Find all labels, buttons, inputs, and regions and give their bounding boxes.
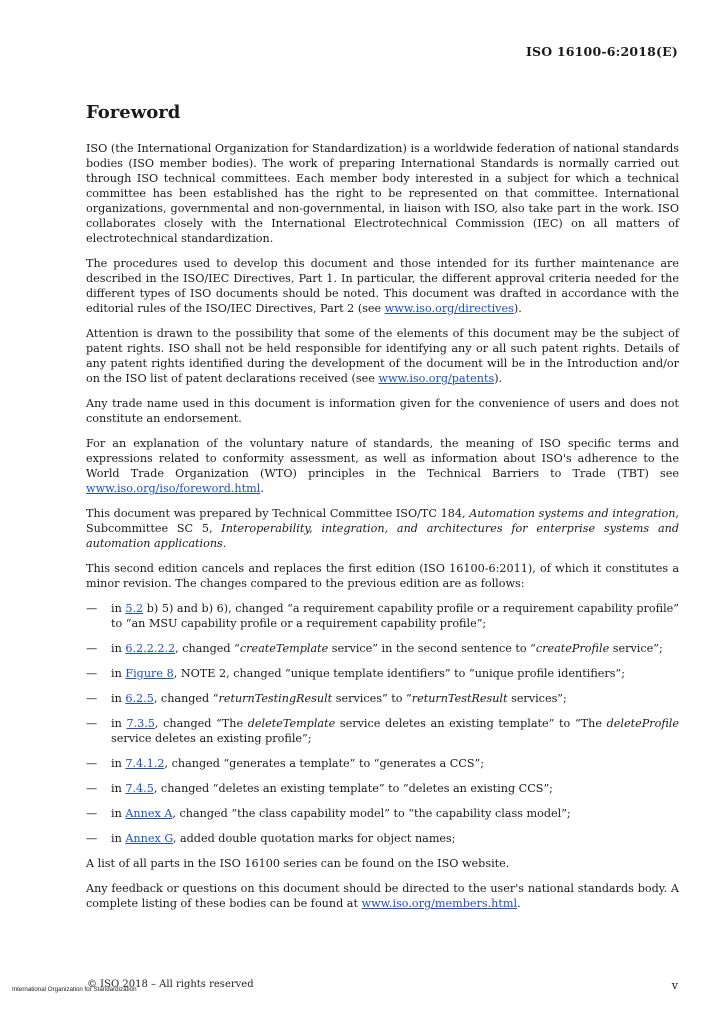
paragraph-series-list: A list of all parts in the ISO 16100 series can be found on the ISO website.: [86, 857, 510, 870]
list-item: — in Annex A, changed “the class capability model” to “the capability class model”;: [86, 807, 571, 820]
link-clause-7-4-1-2[interactable]: 7.4.1.2: [125, 757, 165, 770]
link-patents[interactable]: www.iso.org/patents: [378, 372, 495, 385]
list-item: — in 5.2 b) 5) and b) 6), changed “a requirement capability profile or a requirement capability profile” to “an MSU capability profile or a requirement capability profile”;: [86, 602, 680, 630]
list-item: — in 6.2.2.2.2, changed “createTemplate service” in the second sentence to “createProfile service”;: [86, 642, 663, 655]
paragraph-procedures: The procedures used to develop this document and those intended for its further maintenance are described in the ISO/IEC Directives, Part 1. In particular, the different approval criteria needed for the different types of ISO documents should be noted. This document was drafted in accordance with the editorial rules of the ISO/IEC Directives, Part 2 (see www.iso.org/directives).: [86, 257, 679, 315]
link-figure-8[interactable]: Figure 8: [125, 667, 174, 680]
list-item: — in Figure 8, NOTE 2, changed “unique template identifiers” to “unique profile identifiers”;: [86, 667, 625, 680]
link-clause-6-2-5[interactable]: 6.2.5: [125, 692, 154, 705]
list-item: — in 7.3.5, changed “The deleteTemplate service deletes an existing template” to “The deleteProfile service deletes an existing profile”;: [86, 717, 679, 745]
paragraph-trade-name: Any trade name used in this document is information given for the convenience of users and does not constitute an endorsement.: [86, 397, 679, 425]
page-title: Foreword: [86, 102, 181, 123]
paragraph-patents: Attention is drawn to the possibility that some of the elements of this document may be the subject of patent rights. ISO shall not be held responsible for identifying any or all such patent rights. Details of any patent rights identified during the development of the document will be in the Introduction and/or on the ISO list of patent declarations received (see www.iso.org/patents).: [86, 327, 679, 385]
list-item: — in 7.4.1.2, changed “generates a template” to “generates a CCS”;: [86, 757, 485, 770]
footer-organization: International Organization for Standardization: [12, 986, 137, 993]
paragraph-voluntary-nature: For an explanation of the voluntary nature of standards, the meaning of ISO specific terms and expressions related to conformity assessment, as well as information about ISO's adherence to the World Trade Organization (WTO) principles in the Technical Barriers to Trade (TBT) see www.iso.org/iso/foreword.html.: [86, 437, 679, 495]
link-clause-5-2[interactable]: 5.2: [125, 602, 144, 615]
foreword-body: [86, 141, 679, 921]
link-clause-6-2-2-2-2[interactable]: 6.2.2.2.2: [125, 642, 176, 655]
link-directives[interactable]: www.iso.org/directives: [384, 302, 514, 315]
paragraph-committee: This document was prepared by Technical Committee ISO/TC 184, Automation systems and integration, Subcommittee SC 5, Interoperability, integration, and architectures for enterprise systems and automation applications.: [86, 507, 679, 550]
link-annex-g[interactable]: Annex G: [125, 832, 173, 845]
link-clause-7-4-5[interactable]: 7.4.5: [125, 782, 154, 795]
paragraph-iso-intro: ISO (the International Organization for Standardization) is a worldwide federation of national standards bodies (ISO member bodies). The work of preparing International Standards is normally carried out through ISO technical committees. Each member body interested in a subject for which a technical committee has been established has the right to be represented on that committee. International organizations, governmental and non-governmental, in liaison with ISO, also take part in the work. ISO collaborates closely with the International Electrotechnical Commission (IEC) on all matters of electrotechnical standardization.: [86, 142, 679, 245]
page-number: v: [671, 979, 678, 992]
list-item: — in 7.4.5, changed “deletes an existing template” to “deletes an existing CCS”;: [86, 782, 553, 795]
link-clause-7-3-5[interactable]: 7.3.5: [126, 717, 155, 730]
link-annex-a[interactable]: Annex A: [125, 807, 173, 820]
link-members[interactable]: www.iso.org/members.html: [361, 897, 518, 910]
footer-copyright: © ISO 2018 – All rights reserved: [87, 979, 254, 990]
list-item: — in 6.2.5, changed “returnTestingResult services” to “returnTestResult services”;: [86, 692, 567, 705]
list-item: — in Annex G, added double quotation marks for object names;: [86, 832, 456, 845]
document-reference: ISO 16100-6:2018(E): [525, 44, 678, 59]
paragraph-second-edition: This second edition cancels and replaces the first edition (ISO 16100-6:2011), of which it constitutes a minor revision. The changes compared to the previous edition are as follows:: [86, 562, 679, 590]
paragraph-feedback: Any feedback or questions on this document should be directed to the user's national standards body. A complete listing of these bodies can be found at www.iso.org/members.html.: [86, 882, 679, 910]
changes-list: [86, 601, 679, 846]
link-foreword[interactable]: www.iso.org/iso/foreword.html: [86, 482, 261, 495]
